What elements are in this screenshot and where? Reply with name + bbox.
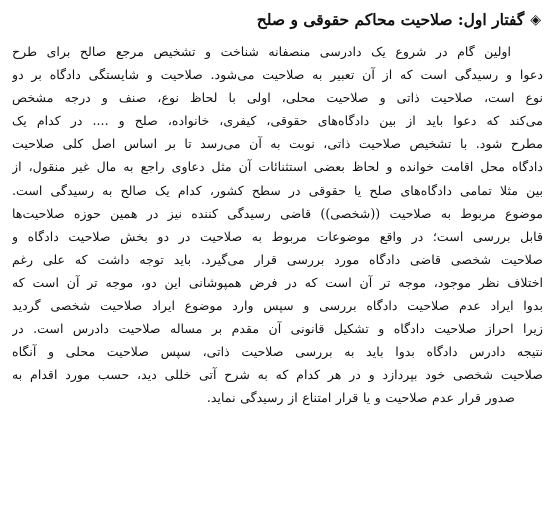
paragraph-line: صدور قرار عدم صلاحیت و یا قرار امتناع از رسیدگی نماید. bbox=[206, 390, 515, 406]
paragraph-line: صلاحیت شخصی قاضی دادگاه مورد بررسی قرار می‌گیرد. باید توجه داشت که علی رغم bbox=[12, 251, 543, 267]
section-heading bbox=[12, 8, 541, 32]
diamond-bullet-icon: ◈ bbox=[530, 12, 541, 28]
paragraph-line: مطرح شود. با تشخیص صلاحیت ذاتی، نوبت به آن می‌رسد تا بر اساس اصل کلی صلاحیت bbox=[12, 136, 543, 152]
paragraph-line: زیرا احراز صلاحیت دادگاه و تشکیل قانونی آن مقدم بر مساله صلاحیت دادرس است. در bbox=[12, 321, 543, 337]
paragraph-line: اختلاف نظر موجود، موجه تر آن است که در فرض همپوشانی این دو، موجه تر آن است که bbox=[12, 274, 543, 290]
paragraph-line: صلاحیت شخصی خود بپردازد و در هر کدام که به شرح آتی خللی دید، حسب مورد اقدام به bbox=[12, 367, 543, 383]
paragraph-line: دادگاه محل اقامت خوانده و لحاظ بعضی استثنائات آن مثل دعاوی راجع به مال غیر منقول، از bbox=[12, 159, 543, 175]
paragraph-line: نوع است، صلاحیت ذاتی و صلاحیت محلی، اولی با لحاظ نوع، صنف و درجه مشخص bbox=[12, 90, 543, 106]
paragraph-line: موضوع مربوط به صلاحیت ((شخصی)) قاضی رسیدگی کننده نیز در همین حوزه صلاحیت‌ها bbox=[12, 205, 543, 221]
paragraph-line: می‌کند که دعوا باید از بین دادگاه‌های حقوقی، کیفری، خانواده، صلح و .... در کدام یک bbox=[12, 113, 543, 129]
section-title: گفتار اول: صلاحیت محاکم حقوقی و صلح bbox=[256, 10, 525, 29]
paragraph-line: دعوا و رسیدگی است که از آن تعبیر به صلاحیت می‌شود. صلاحیت و شایستگی دادگاه بر دو bbox=[12, 67, 543, 83]
paragraph-line: نتیجه دادرس دادگاه بدوا باید به بررسی صلاحیت ذاتی، سپس صلاحیت محلی و آنگاه bbox=[12, 344, 543, 360]
paragraph-line: اولین گام در شروع یک دادرسی منصفانه شناخت و تشخیص مرجع صالح برای طرح bbox=[12, 44, 511, 59]
paragraph-line: بین مثلا تمامی دادگاه‌های صلح یا حقوقی در سطح کشور، کدام یک صالح به رسیدگی است. bbox=[12, 182, 543, 198]
body-paragraph bbox=[12, 40, 543, 410]
paragraph-line: بدوا ایراد عدم صلاحیت دادگاه بررسی و سپس وارد موضوع ایراد صلاحیت شخصی گردید bbox=[12, 298, 543, 314]
paragraph-line: قابل بررسی است؛ در واقع موضوعات مربوط به صلاحیت در دو بخش صلاحیت دادگاه و bbox=[12, 228, 543, 244]
